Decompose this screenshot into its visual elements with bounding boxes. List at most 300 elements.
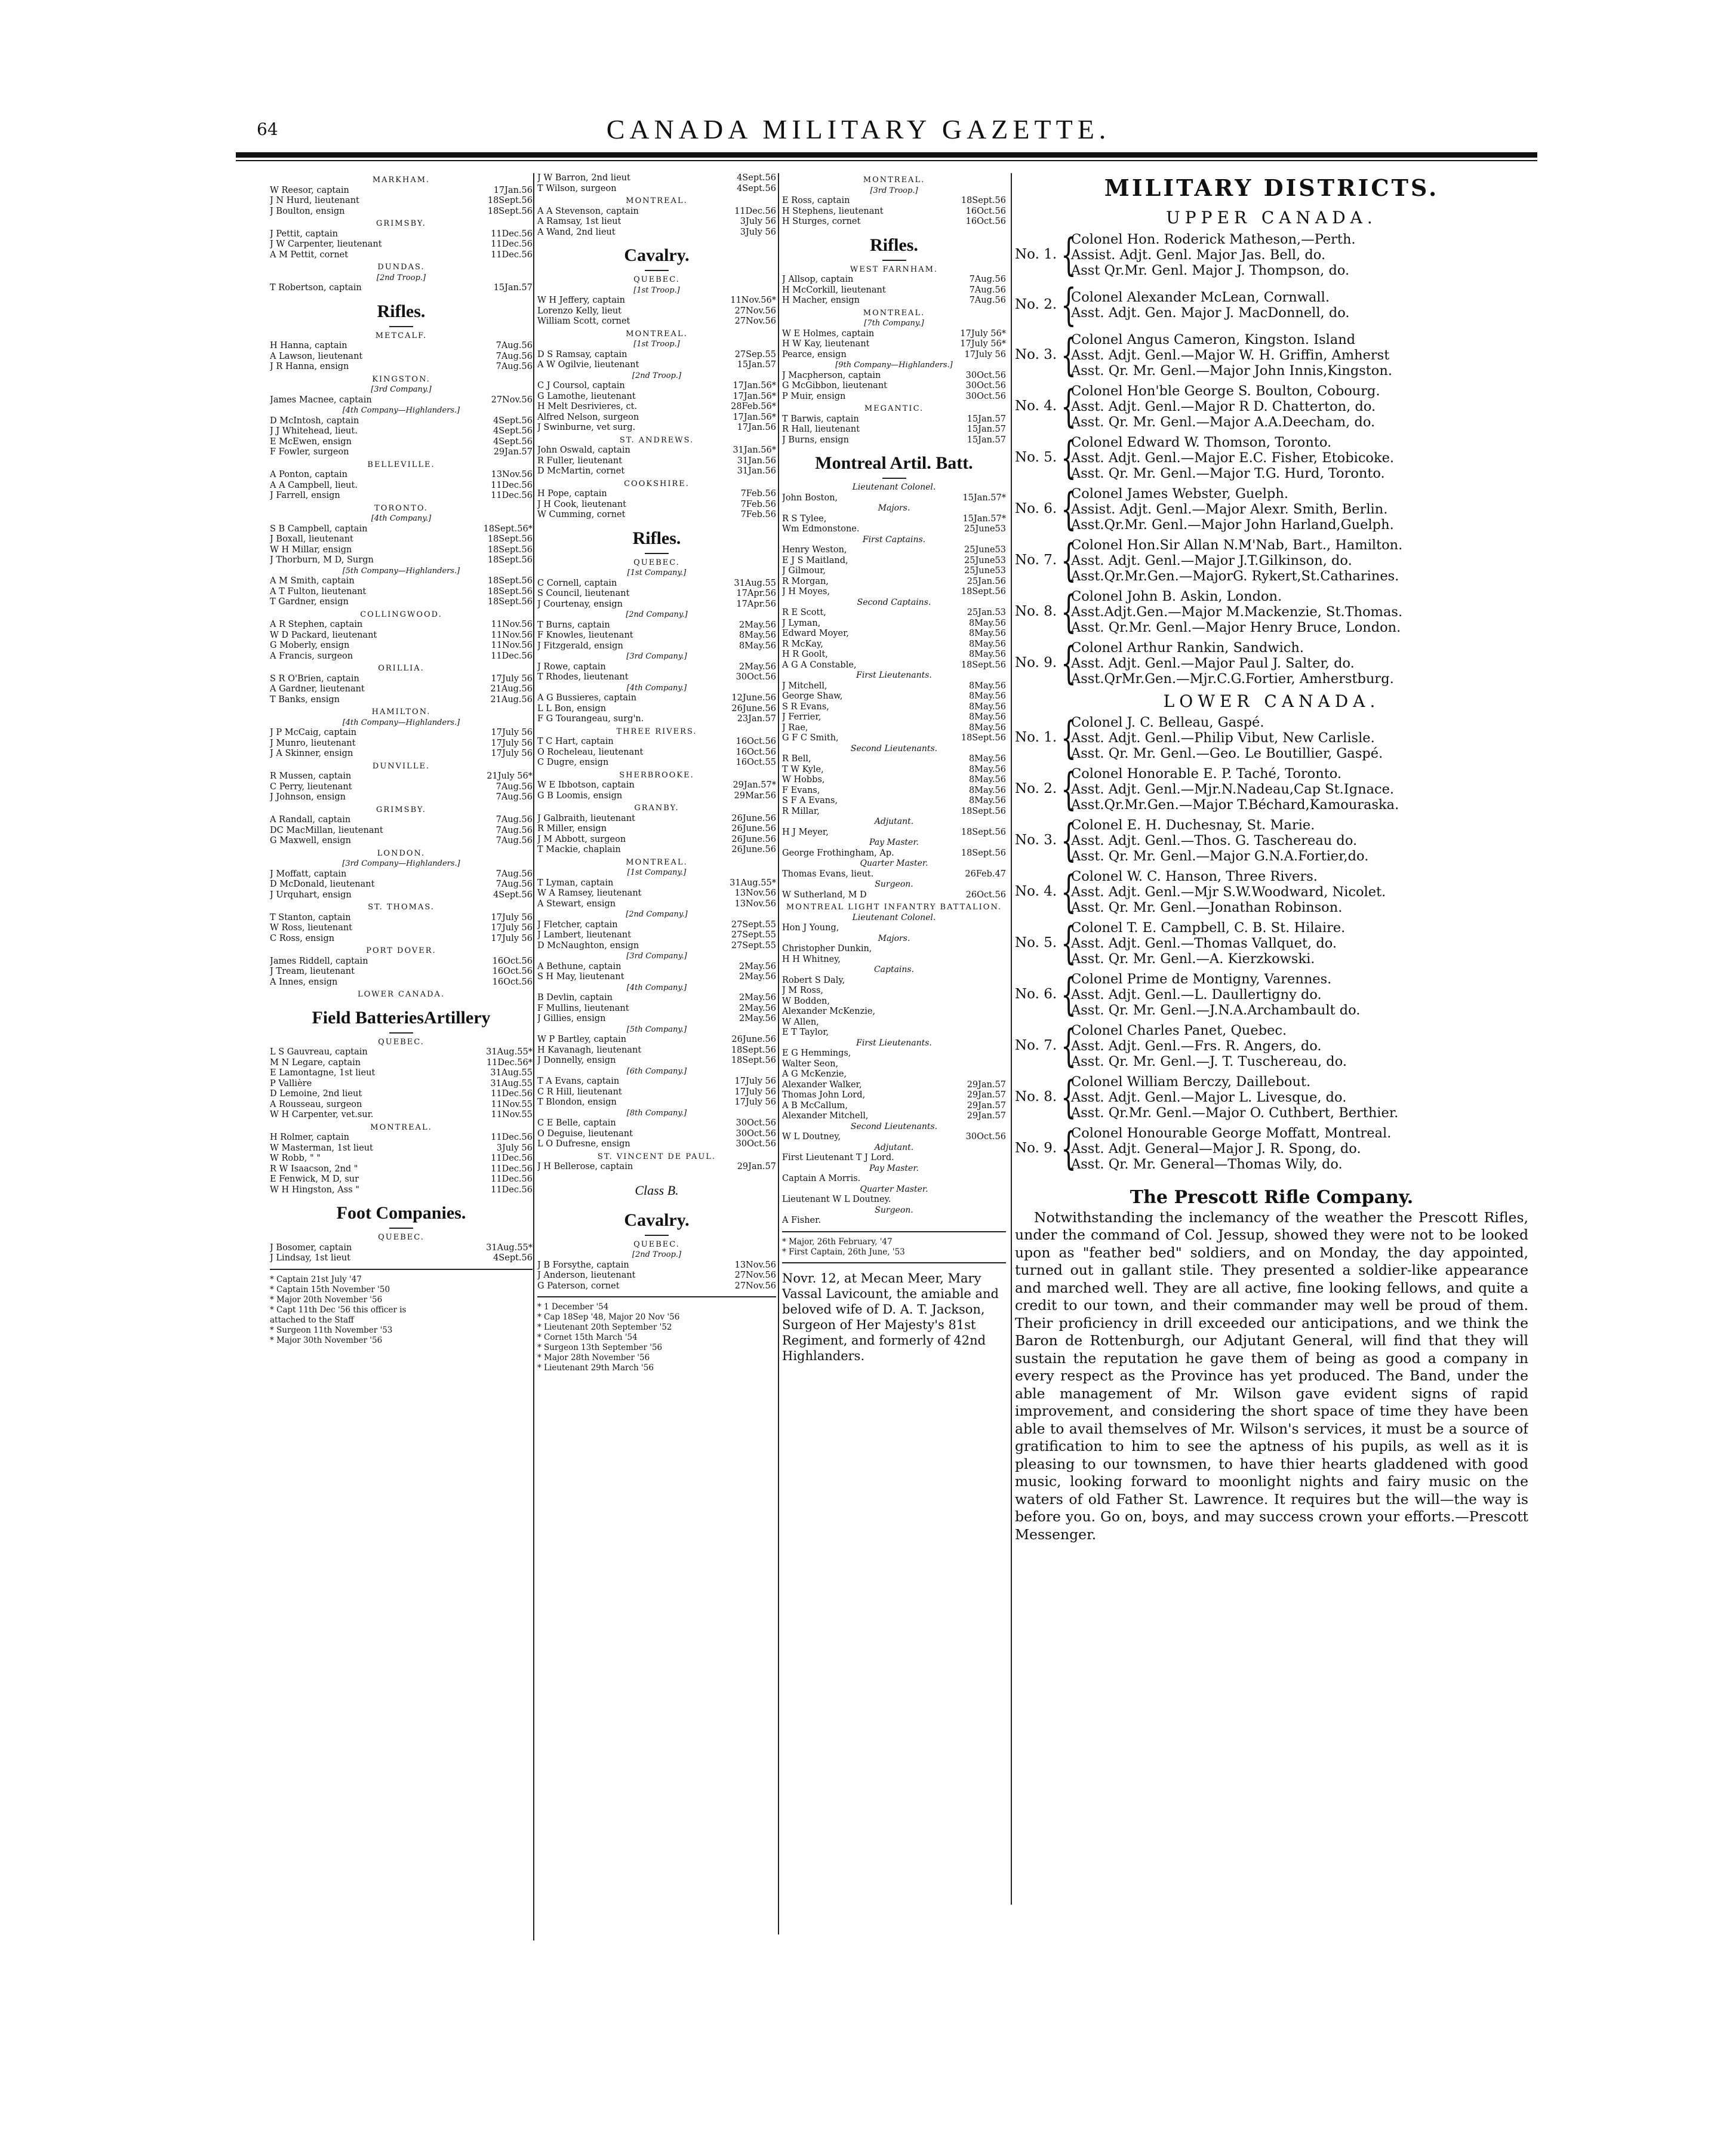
commission-date: 11Dec.56 [491, 651, 533, 661]
company-label: [8th Company.] [626, 1108, 687, 1118]
officer-name: A R Stephen, captain [270, 620, 363, 629]
officer-entry [537, 402, 776, 413]
officer-name: Thomas John Lord, [782, 1090, 866, 1100]
commission-date: 7Aug.56 [969, 296, 1006, 305]
officer-entry [537, 1045, 776, 1056]
officer-entry [782, 712, 1006, 723]
commission-date: 13Nov.56 [734, 899, 776, 909]
officer-name: S Council, lieutenant [537, 589, 630, 598]
officer-name: W H Jeffery, captain [537, 296, 625, 305]
short-rule [389, 326, 413, 327]
officer-entry [537, 1004, 776, 1014]
officer-name: T W Kyle, [782, 764, 824, 774]
footnote-rule [537, 1296, 776, 1297]
officer-name: Alexander Walker, [782, 1079, 862, 1090]
section-heading: Field BatteriesArtillery [312, 1007, 491, 1028]
commission-date: 8May.56 [968, 764, 1006, 774]
officer-name: W Ross, lieutenant [270, 923, 353, 933]
officer-entry [782, 196, 1006, 207]
brace-glyph: { [1060, 815, 1076, 866]
commission-date: 4Sept.56 [493, 890, 533, 900]
officer-entry [782, 890, 1006, 901]
officer-name: J B Forsythe, captain [537, 1260, 629, 1270]
officer-entry [270, 967, 533, 977]
officer-line: Asst. Qr. Mr. Genl.—Major G.N.A.Fortier,do. [1071, 848, 1369, 864]
commission-date: 2May.56 [739, 961, 776, 971]
district-number: No. 5. [1015, 935, 1057, 951]
commission-date [1002, 1216, 1006, 1226]
officer-entry [537, 748, 776, 758]
district-officers [1071, 1074, 1398, 1121]
officer-entry [782, 350, 1006, 361]
place-heading: ORILLIA. [378, 664, 424, 673]
officer-line: Asst. Qr. Mr. Genl.—Major John Innis,Kingston. [1071, 362, 1393, 379]
footnote: * Captain 15th November '50 [270, 1284, 390, 1294]
section-heading: Rifles. [377, 301, 426, 321]
company-label: [5th Company—Highlanders.] [342, 566, 460, 576]
officer-name: H J Meyer, [782, 827, 829, 837]
officer-entry [782, 848, 1006, 859]
commission-date: 27Nov.56 [734, 1271, 776, 1280]
commission-date: 17Jan.56 [493, 185, 533, 195]
district-entry [1015, 766, 1528, 813]
officer-name: L S Gauvreau, captain [270, 1047, 368, 1057]
commission-date: 17July 56 [491, 912, 533, 922]
officer-line: Colonel Arthur Rankin, Sandwich. [1071, 639, 1304, 656]
officer-entry [270, 934, 533, 945]
commission-date: 17July 56 [491, 749, 533, 758]
district-entry [1015, 920, 1528, 967]
officer-line: Asst. Adjt. Genl.—Major Paul J. Salter, do. [1071, 655, 1355, 671]
officer-entry [537, 184, 776, 195]
officer-entry [270, 283, 533, 294]
commission-date: 18Sept.56 [731, 1045, 776, 1055]
officer-name: F Fowler, surgeon [270, 447, 349, 457]
commission-date: 30Oct.56 [736, 1128, 776, 1139]
company-label: [4th Company—Highlanders.] [342, 406, 460, 415]
officer-name: P Muir, ensign [782, 391, 846, 401]
officer-line: Colonel Honorable E. P. Taché, Toronto. [1071, 766, 1342, 782]
commission-date: 8May.56 [968, 639, 1006, 649]
commission-date: 18Sept.56 [961, 733, 1006, 743]
officer-name: Henry Weston, [782, 545, 847, 555]
officer-name: M N Legare, captain [270, 1057, 361, 1068]
officer-line: Assist. Adjt. Genl. Major Jas. Bell, do. [1071, 247, 1326, 263]
officer-entry [782, 608, 1006, 619]
officer-entry [270, 674, 533, 685]
district-officers [1071, 920, 1345, 967]
officer-entry [537, 1014, 776, 1025]
officer-name: H Stephens, lieutenant [782, 206, 884, 216]
officer-name: S R O'Brien, captain [270, 673, 359, 684]
company-label: [3rd Troop.] [870, 186, 918, 195]
officer-entry [782, 754, 1006, 765]
officer-name: H W Kay, lieutenant [782, 339, 870, 349]
footnote: * Lieutenant 20th September '52 [537, 1322, 672, 1332]
district-number: No. 3. [1015, 346, 1057, 362]
officer-entry [782, 275, 1006, 285]
officer-name: R Bell, [782, 754, 811, 764]
commission-date: 7Feb.56 [740, 510, 776, 519]
commission-date: 8May.56 [968, 618, 1006, 628]
commission-date: 15Jan.57 [967, 435, 1006, 445]
officer-name: J Mitchell, [782, 681, 827, 691]
commission-date: 31Jan.56 [737, 466, 776, 476]
commission-date: 17July 56 [964, 349, 1006, 359]
commission-date [1002, 1028, 1006, 1038]
officer-line: Colonel Alexander McLean, Cornwall. [1071, 289, 1330, 305]
commission-date: 3July 56 [740, 227, 776, 237]
commission-date: 27Nov.56 [734, 1281, 776, 1291]
officer-line: Asst. Qr.Mr. Genl.—Major Henry Bruce, London. [1071, 619, 1401, 635]
officer-entry [782, 1080, 1006, 1091]
officer-line: Colonel T. E. Campbell, C. B. St. Hilaire. [1071, 920, 1346, 936]
officer-name: F Mullins, lieutenant [537, 1003, 629, 1013]
commission-date: 8May.56 [968, 712, 1006, 722]
district-entry [1015, 817, 1528, 864]
officer-entry [537, 780, 776, 791]
commission-date [1002, 955, 1006, 965]
officer-name: P Vallière [270, 1078, 312, 1088]
officer-line: Asst. Adjt. Genl.—Major E.C. Fisher, Etobicoke. [1071, 450, 1395, 466]
place-heading: ST. THOMAS. [368, 903, 435, 912]
brace-glyph: { [1060, 866, 1076, 918]
rank-heading: Pay Master. [869, 838, 919, 847]
commission-date: 13Nov.56 [734, 888, 776, 898]
commission-date [1002, 1195, 1006, 1205]
footnote: * First Captain, 26th June, '53 [782, 1247, 905, 1257]
officer-name: R S Tylee, [782, 513, 827, 524]
officer-name: A Ramsay, 1st lieut [537, 217, 621, 226]
lower-canada-districts [1015, 712, 1528, 1174]
footnote-rule [782, 1231, 1006, 1232]
brace-glyph: { [1060, 918, 1076, 969]
commission-date: 17July 56 [491, 933, 533, 943]
officer-entry [782, 514, 1006, 525]
commission-date: 11Dec.56 [491, 1185, 533, 1195]
officer-entry [537, 631, 776, 641]
officer-entry [782, 1059, 1006, 1070]
officer-entry [270, 587, 533, 598]
place-heading: MONTREAL. [626, 857, 688, 867]
officer-name: J Donnelly, ensign [537, 1056, 616, 1065]
officer-name: W Reesor, captain [270, 185, 349, 195]
officer-name: L O Dufresne, ensign [537, 1139, 630, 1149]
officer-entry [537, 791, 776, 802]
officer-entry [537, 824, 776, 835]
place-heading: HAMILTON. [371, 708, 431, 716]
column-rule-3 [1011, 173, 1012, 1905]
commission-date: 29Jan.57* [733, 780, 776, 790]
officer-entry [537, 413, 776, 423]
officer-name: O Rocheleau, lieutenant [537, 747, 644, 757]
commission-date: 16Oct.55 [736, 758, 776, 767]
officer-name: R Morgan, [782, 576, 829, 586]
officer-name: J Lambert, lieutenant [537, 930, 632, 940]
commission-date: 31Aug.55 [490, 1068, 533, 1078]
commission-date: 7Aug.56 [496, 782, 533, 792]
commission-date: 30Oct.56 [736, 672, 776, 682]
officer-entry [782, 435, 1006, 446]
officer-name: J W Carpenter, lieutenant [270, 239, 382, 249]
commission-date: 17Jan.56 [737, 423, 776, 432]
officer-entry [782, 414, 1006, 425]
commission-date: 17July 56* [960, 328, 1006, 339]
officer-name: E Fenwick, M D, sur [270, 1174, 359, 1184]
officer-name: W L Doutney, [782, 1132, 841, 1142]
district-officers [1071, 589, 1402, 635]
officer-entry [537, 489, 776, 500]
officer-name: J P McCaig, captain [270, 728, 357, 737]
officer-name: C R Hill, lieutenant [537, 1087, 622, 1097]
section-heading: Cavalry. [624, 245, 690, 265]
officer-entry [782, 765, 1006, 776]
footnote: * Major 30th November '56 [270, 1335, 383, 1345]
commission-date: 26June.56 [731, 824, 776, 834]
place-heading: COOKSHIRE. [624, 479, 690, 488]
commission-date: 7Aug.56 [496, 869, 533, 879]
district-number: No. 6. [1015, 986, 1057, 1002]
commission-date: 21Aug.56 [490, 684, 533, 694]
commission-date: 4Sept.56 [493, 416, 533, 426]
officer-entry [270, 641, 533, 651]
commission-date: 8May.56 [968, 702, 1006, 712]
commission-date: 17Apr.56 [736, 599, 776, 609]
commission-date: 7Aug.56 [496, 792, 533, 802]
officer-name: James Riddell, captain [270, 956, 368, 966]
officer-name: Edward Moyer, [782, 629, 850, 638]
officer-entry [270, 695, 533, 706]
district-entry [1015, 534, 1528, 586]
commission-date: 29Jan.57 [737, 1162, 776, 1171]
commission-date: 7Aug.56 [496, 825, 533, 835]
officer-name: J Ferrier, [782, 712, 821, 722]
officer-name: G F C Smith, [782, 733, 839, 743]
officer-entry [537, 1139, 776, 1150]
commission-date: 11Nov.55 [491, 1099, 533, 1109]
commission-date: 17Jan.56* [733, 412, 776, 422]
officer-name: J Anderson, lieutenant [537, 1271, 636, 1280]
officer-entry [270, 207, 533, 217]
officer-name: T C Hart, captain [537, 737, 614, 746]
officer-name: T Wilson, surgeon [537, 183, 617, 193]
footnote: * Surgeon 11th November '53 [270, 1325, 393, 1335]
company-label: [4th Company.] [371, 514, 432, 523]
officer-name: G Lamothe, lieutenant [537, 391, 636, 401]
officer-line: Asst. Qr. Mr. Genl.—J.N.A.Archambault do. [1071, 1002, 1361, 1018]
commission-date: 31Jan.56 [737, 456, 776, 466]
officer-name: J Rae, [782, 722, 808, 733]
officer-line: Asst.Qr.Mr. Genl.—Major John Harland,Guelph. [1071, 516, 1394, 533]
district-officers [1071, 640, 1394, 687]
officer-name: A Rousseau, surgeon [270, 1099, 362, 1109]
officer-entry [270, 481, 533, 491]
section-heading: Rifles. [632, 528, 681, 548]
commission-date: 11Dec.56 [491, 229, 533, 239]
officer-name: H Melt Desrivieres, ct. [537, 402, 638, 411]
footnote: * 1 December '54 [537, 1302, 609, 1312]
district-officers [1071, 1023, 1347, 1069]
officer-entry [537, 845, 776, 856]
officer-entry [270, 534, 533, 545]
officer-entry [537, 306, 776, 317]
officer-entry [782, 1017, 1006, 1028]
officer-name: J Pettit, captain [270, 229, 338, 239]
commission-date: 21July 56* [487, 771, 533, 781]
officer-line: Colonel Edward W. Thomson, Toronto. [1071, 434, 1332, 450]
commission-date: 7Aug.56 [496, 362, 533, 371]
commission-date: 4Sept.56 [737, 183, 776, 193]
commission-date: 7Aug.56 [496, 836, 533, 845]
commission-date: 26June.56 [731, 1035, 776, 1044]
commission-date: 13Nov.56 [734, 1260, 776, 1270]
rank-heading: Adjutant. [874, 817, 914, 826]
officer-entry [782, 807, 1006, 817]
officer-line: Colonel Honourable George Moffatt, Montreal. [1071, 1125, 1392, 1141]
officer-name: B Devlin, captain [537, 993, 613, 1002]
short-rule [882, 260, 906, 261]
officer-name: J A Skinner, ensign [270, 749, 353, 758]
officer-name: First Lieutenant T J Lord. [782, 1153, 894, 1162]
officer-entry [537, 941, 776, 952]
officer-name: T Burns, captain [537, 620, 610, 630]
officer-entry [537, 704, 776, 715]
place-heading: LOWER CANADA. [357, 990, 445, 999]
officer-name: W Bodden, [782, 996, 830, 1006]
officer-entry [782, 619, 1006, 629]
place-heading: MEGANTIC. [864, 404, 924, 413]
rank-heading: Captains. [873, 965, 915, 974]
officer-entry [782, 650, 1006, 660]
commission-date: 11Dec.56 [491, 1174, 533, 1184]
officer-line: Asst. Adjt. Genl.—Mjr.N.Nadeau,Cap St.Ignace. [1071, 782, 1395, 797]
officer-entry [537, 878, 776, 889]
company-label: [3rd Company.] [626, 952, 687, 961]
commission-date: 4Sept.56 [493, 1253, 533, 1263]
commission-date: 18Sept.56 [961, 806, 1006, 816]
commission-date [1002, 986, 1006, 997]
place-heading: GRANBY. [634, 804, 679, 813]
commission-date: 7Feb.56 [740, 499, 776, 509]
brace-glyph: { [1060, 637, 1076, 689]
officer-name: A Bethune, captain [537, 961, 621, 971]
officer-line: Asst. Adjt. Genl.—Major W. H. Griffin, Amherst [1071, 347, 1390, 363]
officer-entry [270, 879, 533, 890]
district-entry [1015, 1074, 1528, 1121]
section-heading: Foot Companies. [336, 1203, 466, 1223]
officer-entry [782, 493, 1006, 504]
brace-glyph: { [1060, 380, 1076, 432]
officer-entry [537, 662, 776, 673]
officer-entry [537, 579, 776, 589]
commission-date: 7Aug.56 [496, 341, 533, 350]
officer-entry [270, 196, 533, 207]
district-officers [1071, 715, 1383, 761]
commission-date: 27Nov.56 [734, 306, 776, 316]
officer-entry [782, 1195, 1006, 1205]
officer-entry [270, 771, 533, 782]
commission-date: 25Jan.53 [967, 608, 1006, 617]
commission-date: 18Sept.56 [487, 576, 533, 586]
commission-date: 7Feb.56 [740, 489, 776, 499]
column-3-roster [782, 173, 1006, 1899]
commission-date: 2May.56 [739, 620, 776, 630]
officer-name: G McGibbon, lieutenant [782, 381, 887, 390]
place-heading: BELLEVILLE. [367, 460, 435, 469]
officer-entry [270, 239, 533, 250]
officer-entry [270, 1174, 533, 1185]
commission-date: 17Jan.56* [733, 391, 776, 401]
officer-line: Colonel James Webster, Guelph. [1071, 485, 1288, 502]
officer-line: Colonel Charles Panet, Quebec. [1071, 1023, 1287, 1038]
commission-date: 23Jan.57 [737, 714, 776, 724]
district-number: No. 7. [1015, 552, 1057, 568]
officer-name: H Hanna, captain [270, 341, 347, 350]
commission-date: 25June53 [964, 545, 1006, 555]
officer-name: C E Belle, captain [537, 1118, 616, 1128]
commission-date: 17July 56 [734, 1087, 776, 1097]
officer-line: Asst. Adjt. Genl.—L. Daullertigny do. [1071, 987, 1322, 1002]
commission-date: 29Jan.57 [967, 1100, 1006, 1111]
officer-name: Alexander Mitchell, [782, 1111, 869, 1121]
rank-heading: Quarter Master. [860, 1184, 928, 1194]
district-entry [1015, 637, 1528, 689]
officer-name: J Macpherson, captain [782, 370, 881, 380]
officer-entry [270, 728, 533, 739]
commission-date: 15Jan.57 [967, 425, 1006, 434]
commission-date: 29Jan.57 [967, 1079, 1006, 1090]
officer-name: J Farrell, ensign [270, 491, 340, 500]
company-label: [3rd Company.] [626, 652, 687, 661]
company-label: [2nd Company.] [626, 910, 688, 919]
officer-name: R McKay, [782, 639, 823, 649]
officer-name: H R Goolt, [782, 650, 828, 659]
officer-entry [782, 1069, 1006, 1080]
officer-name: W Masterman, 1st lieut [270, 1143, 373, 1153]
officer-name: E Ross, captain [782, 196, 850, 205]
commission-date: 28Feb.56* [731, 402, 776, 411]
place-heading: THREE RIVERS. [616, 727, 697, 736]
district-entry [1015, 866, 1528, 918]
commission-date: 16Oct.56 [492, 967, 533, 976]
officer-entry [537, 227, 776, 238]
officer-entry [782, 381, 1006, 392]
officer-name: J Munro, lieutenant [270, 738, 356, 748]
officer-name: J Rowe, captain [537, 662, 606, 672]
column-2-roster [537, 173, 776, 1970]
footnote: * Capt 11th Dec '56 this officer is [270, 1305, 407, 1315]
commission-date: 7Aug.56 [496, 351, 533, 361]
officer-entry [537, 173, 776, 184]
officer-name: S B Campbell, captain [270, 524, 368, 534]
commission-date: 11Dec.56 [491, 1133, 533, 1142]
officer-name: J Tream, lieutenant [270, 967, 355, 976]
officer-name: R W Isaacson, 2nd " [270, 1164, 358, 1174]
brace-glyph: { [1060, 712, 1076, 764]
officer-entry [782, 285, 1006, 296]
footnote: * Lieutenant 29th March '56 [537, 1363, 654, 1373]
officer-entry [537, 500, 776, 510]
officer-entry [782, 545, 1006, 556]
officer-name: John Oswald, captain [537, 445, 630, 455]
commission-date: 4Sept.56 [493, 426, 533, 436]
commission-date: 17Apr.56 [736, 589, 776, 598]
footnote-rule [270, 1269, 533, 1270]
commission-date: 2May.56 [739, 1014, 776, 1023]
officer-name: D McMartin, cornet [537, 466, 625, 476]
place-heading: QUEBEC. [378, 1037, 424, 1047]
officer-name: W E Holmes, captain [782, 328, 875, 339]
